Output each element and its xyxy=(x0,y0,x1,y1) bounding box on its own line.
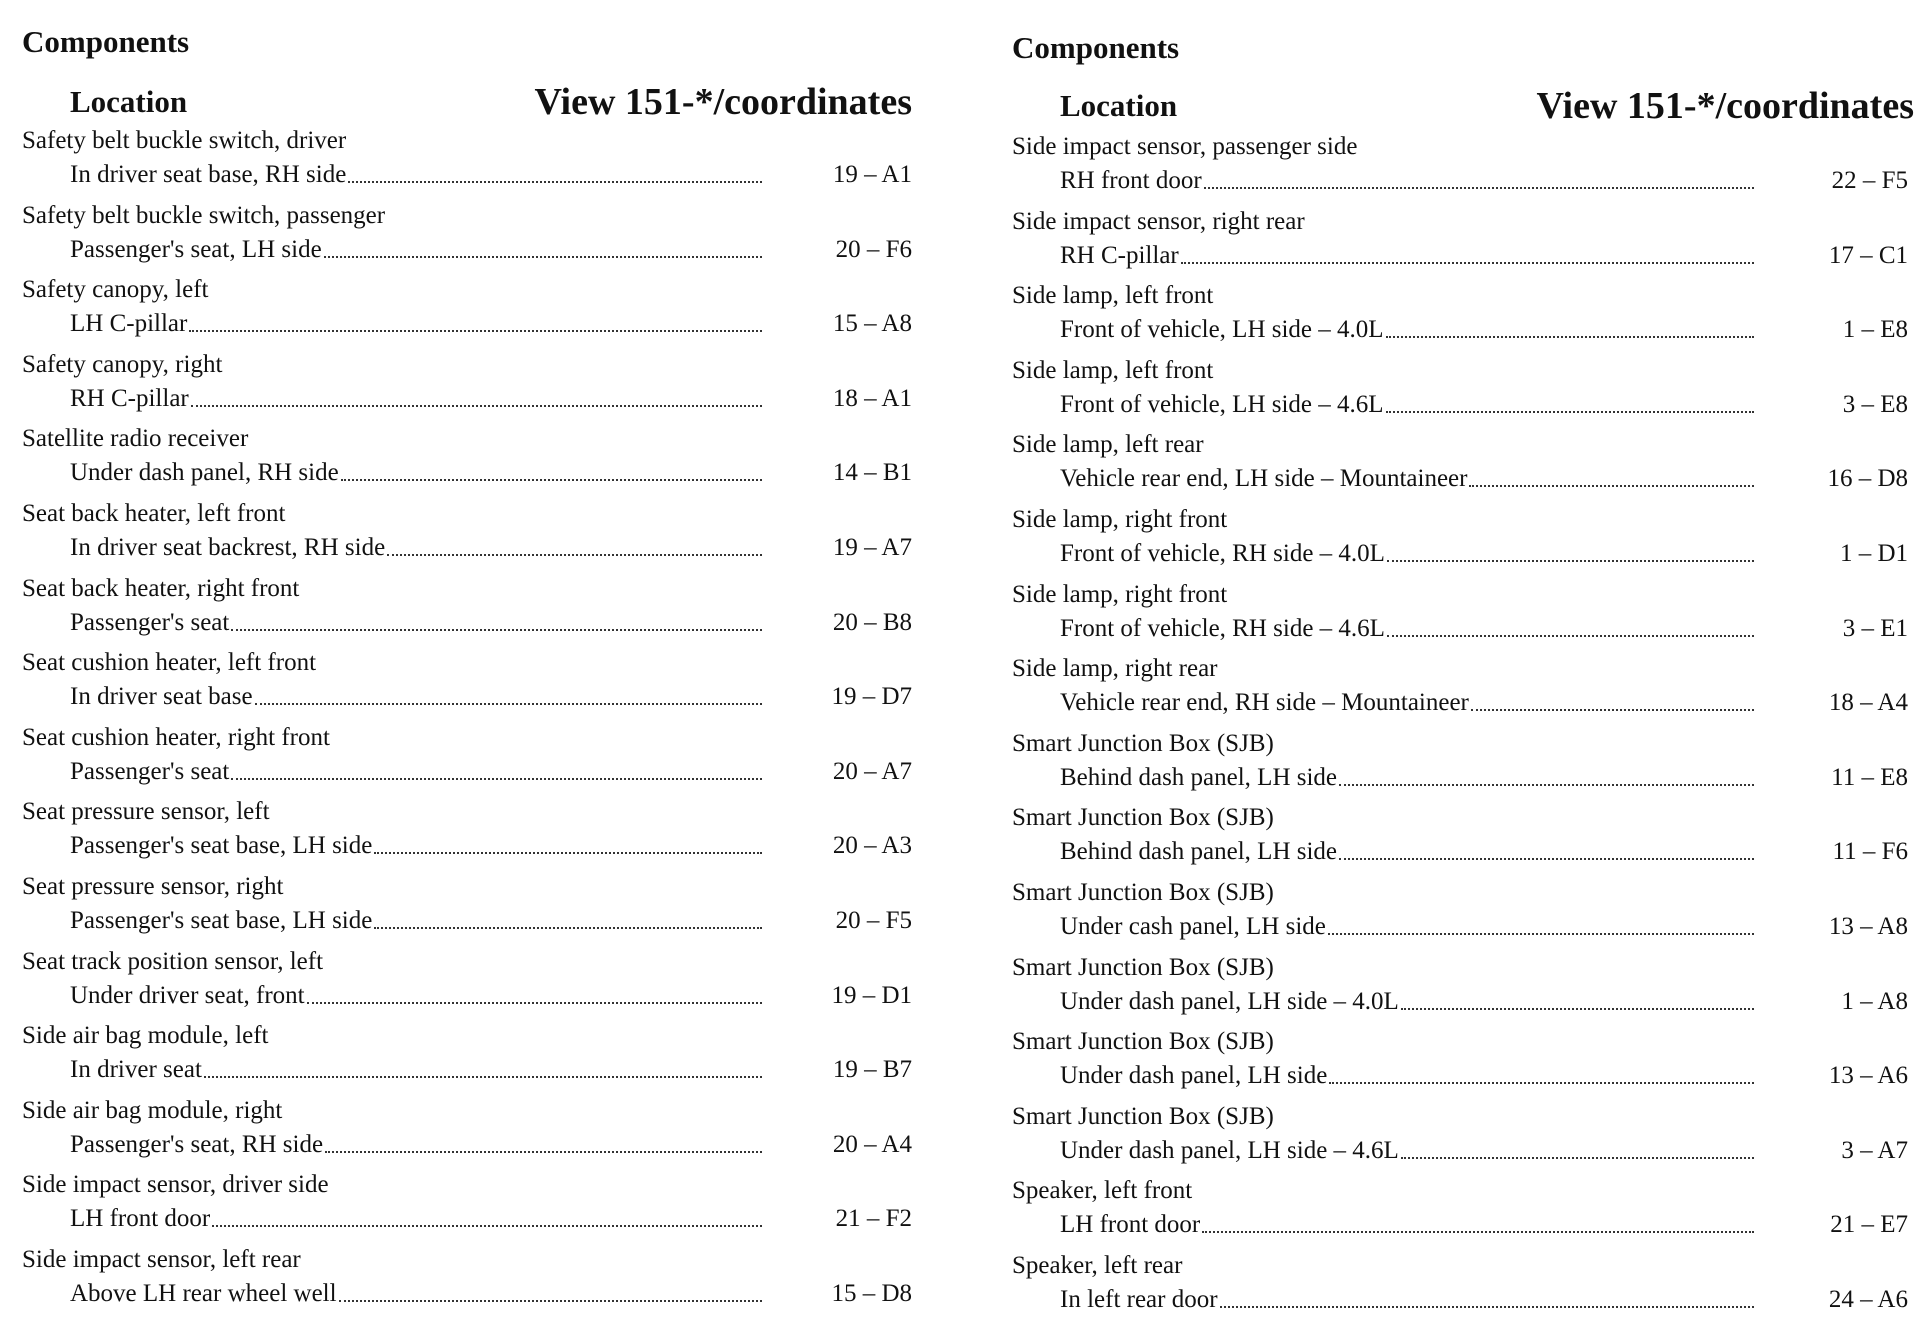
location-row xyxy=(70,382,912,414)
dot-leader xyxy=(325,1151,762,1153)
location-row xyxy=(1060,1134,1908,1166)
dot-leader xyxy=(1387,560,1754,562)
dot-leader xyxy=(1386,411,1754,413)
component-location: Vehicle rear end, RH side – Mountaineer xyxy=(1060,689,1469,717)
list-item xyxy=(1012,878,1908,953)
location-row xyxy=(70,1128,912,1160)
location-row xyxy=(1060,239,1908,271)
dot-leader xyxy=(1339,784,1754,786)
location-row xyxy=(1060,835,1908,867)
dot-leader xyxy=(324,256,762,258)
component-name: Side air bag module, left xyxy=(22,1022,269,1050)
component-location: Passenger's seat, LH side xyxy=(70,235,322,263)
component-name: Smart Junction Box (SJB) xyxy=(1012,878,1274,906)
list-item xyxy=(1012,1027,1908,1102)
list-item xyxy=(1012,1176,1908,1251)
component-name: Side lamp, left rear xyxy=(1012,431,1204,459)
dot-leader xyxy=(231,629,762,631)
location-row xyxy=(1060,612,1908,644)
section-title: Components xyxy=(1012,30,1180,65)
view-coordinate: 18 – A1 xyxy=(832,384,912,412)
component-name: Side lamp, right front xyxy=(1012,505,1228,533)
dot-leader xyxy=(341,479,762,481)
list-item xyxy=(22,797,912,872)
component-location: Under dash panel, LH side – 4.0L xyxy=(1060,987,1399,1015)
dot-leader xyxy=(374,927,762,929)
location-row xyxy=(70,680,912,712)
location-row xyxy=(1060,388,1908,420)
view-coordinate: 19 – D7 xyxy=(831,683,912,711)
view-coordinate: 3 – E1 xyxy=(1842,614,1908,642)
dot-leader xyxy=(1329,1082,1754,1084)
view-coordinate: 15 – D8 xyxy=(831,1279,912,1307)
location-row xyxy=(70,755,912,787)
dot-leader xyxy=(255,703,762,705)
list-item xyxy=(22,350,912,425)
component-name: Side impact sensor, driver side xyxy=(22,1171,329,1199)
component-name: Side lamp, right rear xyxy=(1012,655,1218,683)
list-item xyxy=(22,872,912,947)
dot-leader xyxy=(1220,1306,1754,1308)
list-item xyxy=(1012,580,1908,655)
component-name: Side lamp, left front xyxy=(1012,282,1214,310)
dot-leader xyxy=(374,852,762,854)
view-coordinate: 22 – F5 xyxy=(1831,167,1908,194)
dot-leader xyxy=(1339,858,1754,860)
view-coordinate: 19 – D1 xyxy=(831,981,912,1009)
component-location: LH front door xyxy=(1060,1211,1201,1239)
dot-leader xyxy=(1204,187,1754,189)
view-coordinate: 19 – A7 xyxy=(832,533,912,561)
list-item xyxy=(22,1245,912,1320)
view-coordinate: 1 – E8 xyxy=(1842,316,1908,344)
component-location: Passenger's seat, RH side xyxy=(70,1130,324,1158)
list-item xyxy=(1012,132,1908,207)
component-location: In driver seat base xyxy=(70,683,253,711)
location-row xyxy=(1060,313,1908,345)
view-coordinate: 1 – D1 xyxy=(1839,539,1908,567)
header-location: Location xyxy=(70,84,188,119)
list-item xyxy=(22,1170,912,1245)
component-name: Seat pressure sensor, left xyxy=(22,798,270,826)
view-coordinate: 20 – A7 xyxy=(832,757,912,785)
location-row xyxy=(70,904,912,936)
dot-leader xyxy=(1401,1157,1754,1159)
location-row xyxy=(70,1277,912,1309)
dot-leader xyxy=(204,1076,762,1078)
dot-leader xyxy=(1202,1231,1754,1233)
location-row xyxy=(70,1202,912,1234)
component-name: Smart Junction Box (SJB) xyxy=(1012,804,1274,832)
component-name: Safety canopy, right xyxy=(22,350,223,378)
view-coordinate: 24 – A6 xyxy=(1828,1285,1908,1313)
location-row xyxy=(1060,537,1908,569)
list-item xyxy=(1012,430,1908,505)
section-title: Components xyxy=(22,24,190,59)
view-coordinate: 13 – A6 xyxy=(1828,1062,1908,1090)
list-item xyxy=(1012,654,1908,729)
view-coordinate: 20 – A3 xyxy=(832,832,912,860)
list-item xyxy=(22,126,912,201)
component-name: Side impact sensor, right rear xyxy=(1012,207,1305,235)
component-name: Satellite radio receiver xyxy=(22,425,249,453)
list-item xyxy=(1012,281,1908,356)
component-name: Smart Junction Box (SJB) xyxy=(1012,1028,1274,1056)
list-item xyxy=(1012,953,1908,1028)
location-row xyxy=(70,233,912,265)
view-coordinate: 15 – A8 xyxy=(832,310,912,338)
dot-leader xyxy=(189,330,762,332)
component-name: Side air bag module, right xyxy=(22,1096,283,1124)
location-row xyxy=(1060,1059,1908,1091)
view-coordinate: 19 – B7 xyxy=(832,1056,912,1084)
location-row xyxy=(1060,164,1908,196)
component-location: Passenger's seat base, LH side xyxy=(70,832,373,860)
component-location: Front of vehicle, LH side – 4.6L xyxy=(1060,390,1384,418)
dot-leader xyxy=(387,554,762,556)
component-name: Seat cushion heater, left front xyxy=(22,649,317,677)
location-row xyxy=(70,829,912,861)
list-item xyxy=(1012,505,1908,580)
list-item xyxy=(1012,207,1908,282)
dot-leader xyxy=(1181,262,1754,264)
component-name: Side impact sensor, left rear xyxy=(22,1245,301,1273)
component-location: Behind dash panel, LH side xyxy=(1060,838,1338,866)
component-name: Safety belt buckle switch, driver xyxy=(22,127,347,154)
component-name: Smart Junction Box (SJB) xyxy=(1012,1102,1274,1130)
component-location: In driver seat backrest, RH side xyxy=(70,533,386,561)
view-coordinate: 20 – B8 xyxy=(832,608,912,636)
component-name: Seat back heater, right front xyxy=(22,574,300,602)
header-view-coordinates: View 151-*/coordinates xyxy=(1536,85,1914,127)
column-header xyxy=(1012,84,1914,128)
list-item xyxy=(1012,356,1908,431)
component-name: Safety canopy, left xyxy=(22,276,209,304)
component-name: Side lamp, left front xyxy=(1012,356,1214,384)
component-location: Under dash panel, RH side xyxy=(70,459,339,487)
location-row xyxy=(1060,1283,1908,1315)
list-item xyxy=(22,201,912,276)
component-location: RH C-pillar xyxy=(1060,241,1179,269)
component-location: Front of vehicle, LH side – 4.0L xyxy=(1060,316,1384,344)
view-coordinate: 21 – F2 xyxy=(835,1205,912,1233)
view-coordinate: 11 – F6 xyxy=(1832,838,1908,866)
component-location: Passenger's seat base, LH side xyxy=(70,906,373,934)
location-row xyxy=(1060,686,1908,718)
dot-leader xyxy=(1469,485,1754,487)
location-row xyxy=(70,158,912,190)
location-row xyxy=(70,456,912,488)
view-coordinate: 19 – A1 xyxy=(832,161,912,188)
component-location: Front of vehicle, RH side – 4.0L xyxy=(1060,539,1385,567)
component-location: Vehicle rear end, LH side – Mountaineer xyxy=(1060,465,1468,493)
dot-leader xyxy=(1328,933,1754,935)
component-name: Smart Junction Box (SJB) xyxy=(1012,953,1274,981)
dot-leader xyxy=(212,1225,762,1227)
component-location: RH C-pillar xyxy=(70,384,189,412)
component-name: Speaker, left rear xyxy=(1012,1251,1183,1279)
list-item xyxy=(22,1096,912,1171)
component-list xyxy=(1012,132,1908,1326)
component-location: Under dash panel, LH side – 4.6L xyxy=(1060,1136,1399,1164)
view-coordinate: 20 – F5 xyxy=(835,906,912,934)
component-location: Behind dash panel, LH side xyxy=(1060,763,1338,791)
component-name: Side impact sensor, passenger side xyxy=(1012,133,1358,160)
dot-leader xyxy=(348,181,762,183)
component-location: LH front door xyxy=(70,1205,211,1233)
component-name: Side lamp, right front xyxy=(1012,580,1228,608)
location-row xyxy=(70,1053,912,1085)
location-row xyxy=(1060,761,1908,793)
view-coordinate: 16 – D8 xyxy=(1827,465,1908,493)
list-item xyxy=(1012,803,1908,878)
component-location: In left rear door xyxy=(1060,1285,1218,1313)
location-row xyxy=(70,307,912,339)
view-coordinate: 1 – A8 xyxy=(1841,987,1908,1015)
location-row xyxy=(70,606,912,638)
list-item xyxy=(22,499,912,574)
component-location: Passenger's seat xyxy=(70,757,230,785)
view-coordinate: 21 – E7 xyxy=(1830,1211,1908,1239)
dot-leader xyxy=(191,405,762,407)
component-location: In driver seat base, RH side xyxy=(70,161,347,188)
dot-leader xyxy=(1471,709,1754,711)
location-row xyxy=(1060,1208,1908,1240)
column-header xyxy=(22,80,912,124)
dot-leader xyxy=(231,778,762,780)
component-location: RH front door xyxy=(1060,167,1202,194)
view-coordinate: 20 – F6 xyxy=(835,235,912,263)
list-item xyxy=(1012,1102,1908,1177)
list-item xyxy=(22,424,912,499)
component-name: Seat pressure sensor, right xyxy=(22,872,284,900)
location-row xyxy=(70,531,912,563)
component-name: Seat cushion heater, right front xyxy=(22,723,330,751)
component-location: In driver seat xyxy=(70,1056,202,1084)
list-item xyxy=(22,723,912,798)
header-location: Location xyxy=(1060,88,1178,123)
list-item xyxy=(22,574,912,649)
list-item xyxy=(1012,729,1908,804)
list-item xyxy=(22,1021,912,1096)
component-location: Passenger's seat xyxy=(70,608,230,636)
header-view-coordinates: View 151-*/coordinates xyxy=(534,81,912,123)
view-coordinate: 3 – E8 xyxy=(1842,390,1908,418)
location-row xyxy=(1060,985,1908,1017)
dot-leader xyxy=(1386,336,1754,338)
component-location: Front of vehicle, RH side – 4.6L xyxy=(1060,614,1385,642)
view-coordinate: 13 – A8 xyxy=(1828,912,1908,940)
list-item xyxy=(22,275,912,350)
component-list xyxy=(22,126,912,1320)
component-name: Smart Junction Box (SJB) xyxy=(1012,729,1274,757)
component-name: Speaker, left front xyxy=(1012,1177,1193,1205)
list-item xyxy=(1012,1251,1908,1326)
view-coordinate: 11 – E8 xyxy=(1831,763,1908,791)
dot-leader xyxy=(339,1300,762,1302)
component-location: Under driver seat, front xyxy=(70,981,305,1009)
location-row xyxy=(1060,910,1908,942)
location-row xyxy=(1060,462,1908,494)
dot-leader xyxy=(1401,1008,1754,1010)
view-coordinate: 18 – A4 xyxy=(1828,689,1908,717)
view-coordinate: 20 – A4 xyxy=(832,1130,912,1158)
component-name: Seat track position sensor, left xyxy=(22,947,324,975)
view-coordinate: 17 – C1 xyxy=(1828,241,1908,269)
component-name: Seat back heater, left front xyxy=(22,499,286,527)
component-location: LH C-pillar xyxy=(70,310,188,338)
component-location: Under dash panel, LH side xyxy=(1060,1062,1328,1090)
view-coordinate: 14 – B1 xyxy=(832,459,912,487)
list-item xyxy=(22,947,912,1022)
view-coordinate: 3 – A7 xyxy=(1841,1136,1908,1164)
dot-leader xyxy=(1387,635,1754,637)
component-location: Above LH rear wheel well xyxy=(70,1279,337,1307)
location-row xyxy=(70,979,912,1011)
component-location: Under cash panel, LH side xyxy=(1060,912,1326,940)
dot-leader xyxy=(307,1002,762,1004)
component-name: Safety belt buckle switch, passenger xyxy=(22,201,386,229)
list-item xyxy=(22,648,912,723)
